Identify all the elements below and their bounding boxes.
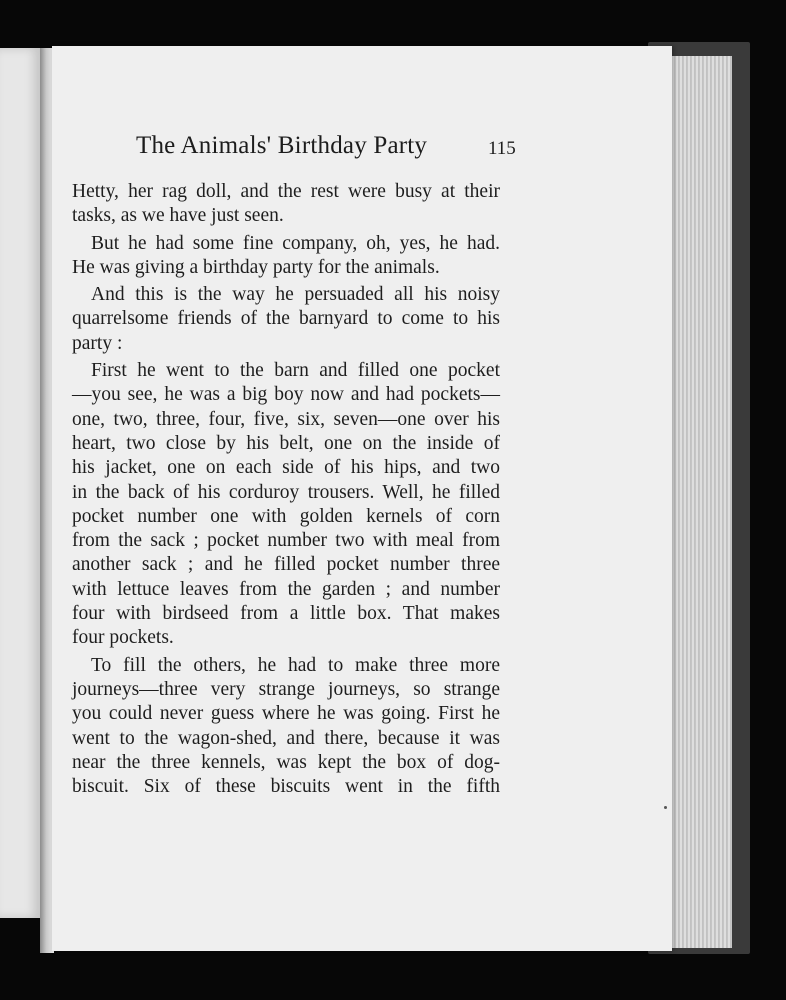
text-line: He was giving a birthday party for the animals. — [72, 256, 440, 278]
text-line: his jacket, one on each side of his hips, and two — [72, 457, 500, 479]
text-line: To fill the others, he had to make three more — [91, 654, 500, 676]
text-line: First he went to the barn and filled one pocket — [91, 360, 500, 382]
text-line: went to the wagon-shed, and there, because it was — [72, 727, 500, 749]
body-text — [72, 180, 500, 799]
text-line: heart, two close by his belt, one on the inside of — [72, 432, 500, 454]
book-page — [52, 46, 672, 951]
text-line: tasks, as we have just seen. — [72, 205, 284, 227]
text-line: And this is the way he persuaded all his noisy — [91, 284, 500, 306]
text-line: party : — [72, 332, 123, 354]
text-line: in the back of his corduroy trousers. Well, he filled — [72, 481, 500, 503]
running-title: The Animals' Birthday Party — [136, 132, 428, 159]
text-line: one, two, three, four, five, six, seven—one over his — [72, 408, 500, 430]
ink-speck — [664, 806, 667, 809]
text-line: journeys—three very strange journeys, so strange — [72, 678, 500, 700]
text-line: Hetty, her rag doll, and the rest were busy at their — [72, 181, 500, 202]
facing-page-edge — [0, 48, 41, 918]
text-line: But he had some fine company, oh, yes, he had. — [91, 232, 500, 254]
text-line: quarrelsome friends of the barnyard to come to his — [72, 308, 500, 330]
text-line: four pockets. — [72, 627, 174, 649]
text-line: with lettuce leaves from the garden ; and number — [72, 578, 500, 600]
text-line: near the three kennels, was kept the box of dog- — [72, 751, 500, 773]
text-line: biscuit. Six of these biscuits went in the fifth — [72, 776, 500, 798]
text-line: pocket number one with golden kernels of corn — [72, 505, 500, 527]
running-head — [52, 132, 672, 172]
text-line: four with birdseed from a little box. That makes — [72, 603, 500, 625]
text-line: from the sack ; pocket number two with meal from — [72, 530, 500, 552]
text-line: you could never guess where he was going. First he — [72, 703, 500, 725]
page-number: 115 — [488, 138, 516, 159]
text-line: —you see, he was a big boy now and had pockets— — [72, 384, 500, 406]
text-line: another sack ; and he filled pocket number three — [72, 554, 500, 576]
